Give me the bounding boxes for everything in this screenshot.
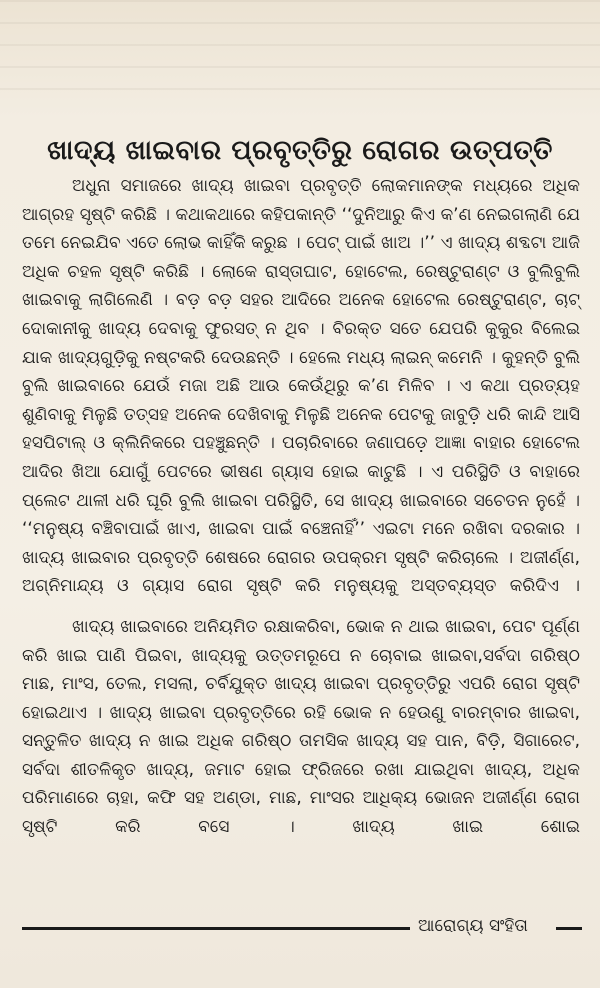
page-footer xyxy=(22,911,582,941)
paragraph-2: ଖାଦ୍ୟ ଖାଇବାରେ ଅନିୟମିତ ରକ୍ଷାକରିବା, ଭୋକ ନ ଥାଇ ଖାଇବା, ପେଟ ପୂର୍ଣ୍ଣ କରି ଖାଇ ପାଣି ପିଇବା, ଖାଦ୍ୟକୁ ଉତ୍ତମରୂପେ ନ ଚୋବାଇ ଖାଇବା,ସର୍ବଦା ଗରିଷ୍ଠ ମାଛ, ମାଂସ, ତେଲ, ମସଲା, ଚର୍ବିଯୁକ୍ତ ଖାଦ୍ୟ ଖାଇବା ପ୍ରବୃତ୍ତିରୁ ଏପରି ରୋଗ ସୃଷ୍ଟି ହୋଇଥାଏ । ଖାଦ୍ୟ ଖାଇବା ପ୍ରବୃତ୍ତିରେ ରହି ଭୋକ ନ ହେଉଣୁ ବାରମ୍ବାର ଖାଇବା, ସନ୍ତୁଳିତ ଖାଦ୍ୟ ନ ଖାଇ ଅଧିକ ଗରିଷ୍ଠ ତାମସିକ ଖାଦ୍ୟ ସହ ପାନ, ବିଡ଼ି, ସିଗାରେଟ, ସର୍ବଦା ଶୀତଳିକୃତ ଖାଦ୍ୟ, ଜମାଟ ହୋଇ ଫ୍ରିଜରେ ରଖା ଯାଇଥିବା ଖାଦ୍ୟ, ଅଧିକ ପରିମାଣରେ ଚାହା, କଫି ସହ ଅଣ୍ଡା, ମାଛ, ମାଂସର ଆଧିକ୍ୟ ଭୋଜନ ଅଜୀର୍ଣ୍ଣ ରୋଗ ସୃଷ୍ଟି କରି ବସେ । ଖାଦ୍ୟ ଖାଇ ଶୋଇ xyxy=(22,616,580,838)
article-title: ଖାଦ୍ୟ ଖାଇବାର ପ୍ରବୃତ୍ତିରୁ ରୋଗର ଉତ୍ପତ୍ତି xyxy=(47,135,553,167)
paragraph-1: ଅଧୁନା ସମାଜରେ ଖାଦ୍ୟ ଖାଇବା ପ୍ରବୃତ୍ତି ଲୋକମାନଙ୍କ ମଧ୍ୟରେ ଅଧିକ ଆଗ୍ରହ ସୃଷ୍ଟି କରିଛି । କଥାକଥାରେ କହିପକାନ୍ତି ‘‘ଦୁନିଆରୁ କିଏ କ’ଣ ନେଇଗଲାଣି ଯେ ତମେ ନେଇଯିବ ଏତେ ଲୋଭ କାହିଁକି କରୁଛ । ପେଟ୍ ପାଇଁ ଖାଅ ।’’ ଏ ଖାଦ୍ୟ ଶବ୍ଦଟା ଆଜି ଅଧିକ ଚହଳ ସୃଷ୍ଟି କରିଛି । ଲୋକେ ରାସ୍ତାଘାଟ, ହୋଟେଲ, ରେଷ୍ଟୁରାଣ୍ଟ ଓ ବୁଲିବୁଲି ଖାଇବାକୁ ଲାଗିଲେଣି । ବଡ଼ ବଡ଼ ସହର ଆଦିରେ ଅନେକ ହୋଟେଲ ରେଷ୍ଟୁରାଣ୍ଟ, ଚାଟ୍ ଦୋକାନୀକୁ ଖାଦ୍ୟ ଦେବାକୁ ଫୁରସତ୍ ନ ଥିବ । ବିରକ୍ତ ସତେ ଯେପରି କୁକୁର ବିଲେଇ ଯାକ ଖାଦ୍ୟଗୁଡ଼ିକୁ ନଷ୍ଟକରି ଦେଉଛନ୍ତି । ହେଲେ ମଧ୍ୟ ଲାଇନ୍ କମେନି । କୁହନ୍ତି ବୁଲି ବୁଲି ଖାଇବାରେ ଯେଉଁ ମଜା ଅଛି ଆଉ କେଉଁଥିରୁ କ’ଣ ମିଳିବ । ଏ କଥା ପ୍ରତ୍ୟହ ଶୁଣିବାକୁ ମିଳୁଛି ତତ୍‌ସହ ଅନେକ ଦେଖିବାକୁ ମିଳୁଛି ଅନେକ ପେଟକୁ ଜାବୁଡ଼ି ଧରି କାନ୍ଦି ଆସି ହସପିଟାଲ୍ ଓ କ୍ଲିନିକରେ ପହଞ୍ଚୁଛନ୍ତି । ପଚାରିବାରେ ଜଣାପଡ଼େ ଆଜ୍ଞା ବାହାର ହୋଟେଲ ଆଦିର ଖିଆ ଯୋଗୁଁ ପେଟରେ ଭୀଷଣ ଗ୍ୟାସ ହୋଇ କାଟୁଛି । ଏ ପରିସ୍ଥିତି ଓ ବାହାରେ ପ୍ଲେଟ ଥାଳୀ ଧରି ଘୂରି ବୁଲି ଖାଇବା ପରିସ୍ଥିତି, ସେ ଖାଦ୍ୟ ଖାଇବାରେ ସଚେତନ ନୁହେଁ । ‘‘ମନୁଷ୍ୟ ବଞ୍ଚିବାପାଇଁ ଖାଏ, ଖାଇବା ପାଇଁ ବଞ୍ଚେନାହିଁ’’ ଏଇଟା ମନେ ରଖିବା ଦରକାର । ଖାଦ୍ୟ ଖାଇବାର ପ୍ରବୃତ୍ତି ଶେଷରେ ରୋଗର ଉପକ୍ରମ ସୃଷ୍ଟି କରିଚାଲେ । ଅଜୀର୍ଣ୍ଣ, ଅଗ୍ନିମାନ୍ଦ୍ୟ ଓ ଗ୍ୟାସ ରୋଗ ସୃଷ୍ଟି କରି ମନୁଷ୍ୟକୁ ଅସ୍ତବ୍ୟସ୍ତ କରିଦିଏ । xyxy=(22,176,580,597)
article-body xyxy=(22,172,580,842)
footer-rule xyxy=(22,927,410,930)
footer-rule-tail xyxy=(556,927,582,930)
bleed-through-text xyxy=(0,0,600,100)
footer-book-title: ଆରୋଗ୍ୟ ସଂହିତା xyxy=(418,916,528,936)
